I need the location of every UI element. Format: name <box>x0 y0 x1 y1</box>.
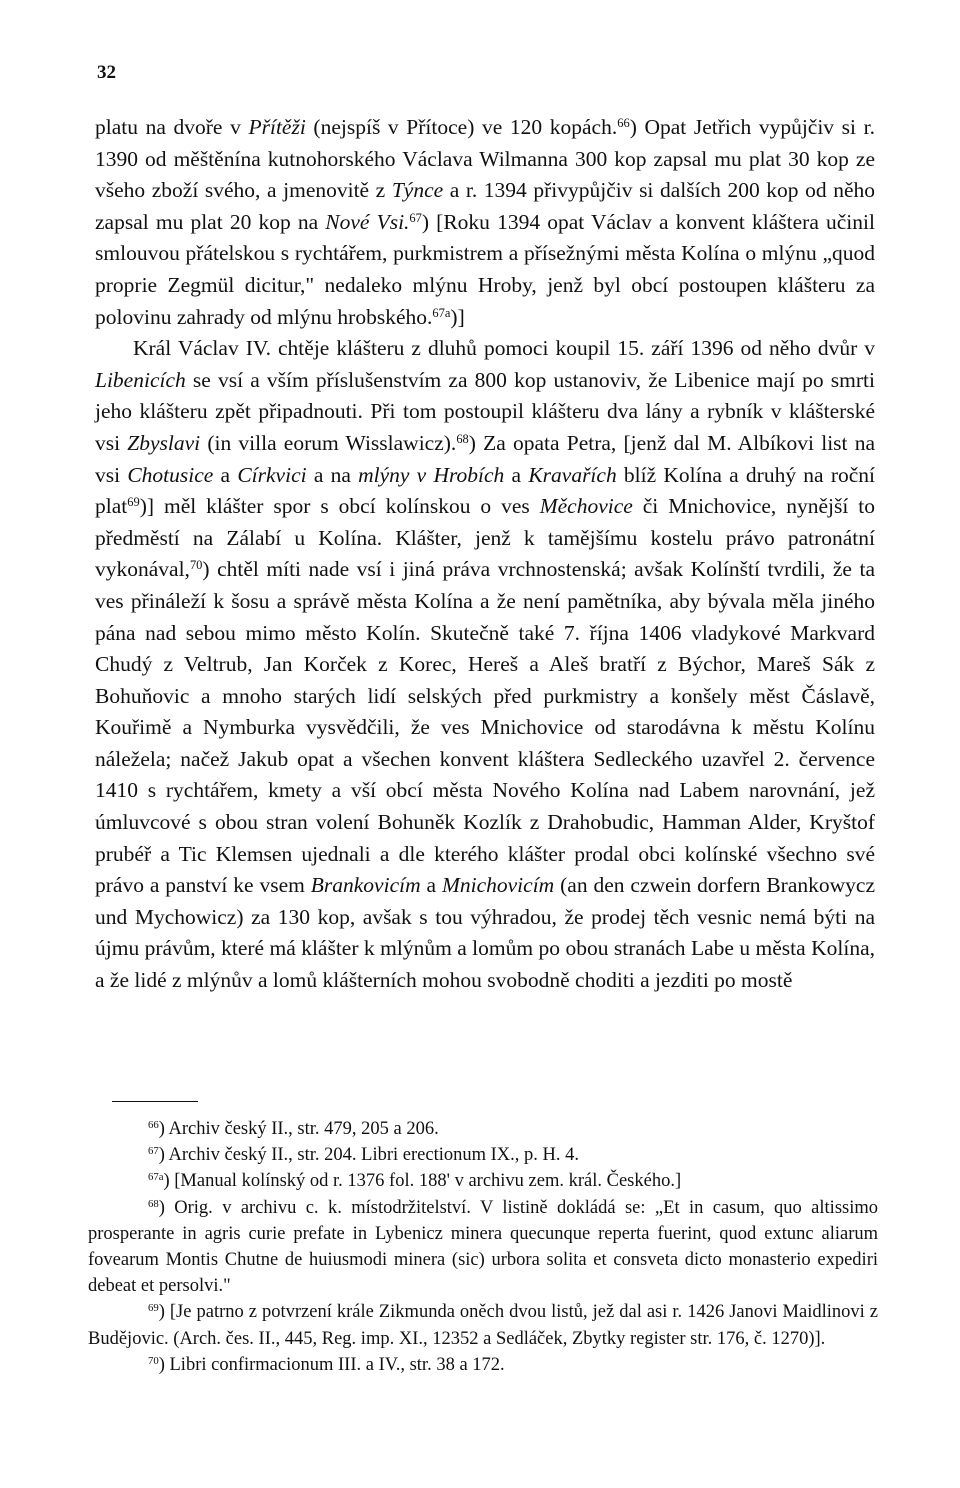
note-marker: 69 <box>127 495 140 510</box>
footnote <box>88 1142 878 1168</box>
note-marker: 67a <box>148 1171 164 1184</box>
text-run: a r. 1394 přivypůjčiv si dalších 200 kop od něho zapsal mu plat 20 kop na <box>95 178 876 234</box>
note-marker: 66 <box>148 1119 159 1132</box>
note-marker: 70 <box>189 558 203 573</box>
text-run: ) chtěl míti nade vsí i jiná práva vrchnostenská; avšak Kolínští tvrdili, že ta ves přináleží k šosu a správě města Kolína a že není pamětníka, aby bývala měla jiného pána nad sebou mimo město Kolín. Skutečně také 7. října 1406 vladykové Markvard Chudý z Veltrub, Jan Korček z Korec, Hereš a Aleš bratří z Býchor, Mareš Sák z Bohuňovic a mnoho starých lidí selských před purkmistry a konšely měst Čáslavě, Kouřimě a Nymburka vysvědčili, že ves Mnichovice od starodávna k městu Kolínu náležela; načež Jakub opat a všechen konvent kláštera Sedleckého uzavřel 2. července 1410 s rychtářem, kmety a vší obcí města Nového Kolína nad Labem narovnání, jež úmluvcové s obou stran volení Bohuněk Kozlík z Drahobudic, Hamman Alder, Kryštof prubéř a Tic Klemsen ujednali a dle kterého klášter prodal obci kolínské všechno své právo a panství ke vsem <box>95 557 875 898</box>
footnote <box>88 1195 878 1300</box>
footnotes <box>88 1116 878 1378</box>
text-run: či Mnichovice, nynější to předměstí na Zálabí u Kolína. Klášter, jenž k tamějšímu kostelu právo patronátní vykonával, <box>95 494 875 582</box>
text-run: )] <box>450 304 465 329</box>
note-marker: 67 <box>148 1145 159 1158</box>
footnote <box>88 1116 878 1142</box>
text-run: a na <box>306 462 359 487</box>
paragraph <box>95 112 875 333</box>
text-run: blíž Kolína a druhý na roční plat <box>95 462 875 519</box>
text-run: (nejspíš v Přítoce) ve 120 kopách. <box>305 115 618 139</box>
note-marker: 67 <box>409 210 422 225</box>
italic-place-name: mlýny v Hrobích <box>358 462 505 487</box>
text-run: Král Václav IV. chtěje klášteru z dluhů pomoci koupil 15. září 1396 od něho dvůr v <box>133 336 875 361</box>
italic-place-name: Kravařích <box>528 462 617 487</box>
note-marker: 68 <box>148 1197 159 1210</box>
italic-place-name: Mnichovicím <box>441 873 555 898</box>
text-run: ) Opat Jetřich vypůjčiv si r. 1390 od měštěnína kutnohorského Václava Wilmanna 300 kop zapsal mu plat 30 kop ze všeho zboží svého, a jmenovitě z <box>95 115 875 203</box>
note-marker: 68 <box>456 432 469 447</box>
main-text <box>95 112 875 997</box>
text-run: ) [Roku 1394 opat Václav a konvent kláštera učinil smlouvou přátelskou s rychtářem, purkmistrem a přísežnými města Kolína o mlýnu „quod proprie Zegmül dicitur," nedaleko mlýnu Hroby, jenž byl obcí postoupen klášteru za polovinu zahrady od mlýnu hrobského. <box>95 209 875 329</box>
text-run: ) Archiv český II., str. 479, 205 a 206. <box>158 1119 439 1139</box>
text-run: a <box>213 462 238 487</box>
paragraph <box>95 333 875 996</box>
text-run: (an den czwein dorfern Brankowycz und Mychowicz) za 130 kop, avšak s tou výhradou, že prodej těch vesnic nemá býti na újmu právům, které má klášter k mlýnům a lomům po obou stranách Labe u města Kolína, a že lidé z mlýnův a lomů klášterních mohou svobodně choditi a jezditi po mostě <box>95 873 875 993</box>
note-marker: 66 <box>617 116 630 131</box>
italic-place-name: Měchovice <box>539 494 633 519</box>
italic-place-name: Přítěži <box>248 115 306 139</box>
footnote <box>88 1168 878 1194</box>
italic-place-name: Chotusice <box>127 462 214 487</box>
note-marker: 69 <box>148 1302 159 1315</box>
text-run: )] měl klášter spor s obcí kolínskou o ves <box>139 494 540 519</box>
text-run: ) Orig. v archivu c. k. místodržitelství. V listině dokládá se: „Et in casum, quo altissimo prosperante in agris curie prefate in Lybenicz minera quecunque reperta fuerint, quod extunc aliarum fovearum Montis Chutne de huiusmodi minera (sic) urbora solita et consveta dicto monasterio expediri debeat et persolvi." <box>88 1197 878 1297</box>
footnote <box>88 1352 878 1378</box>
text-run: a <box>420 873 442 898</box>
italic-place-name: Libenicích <box>95 367 186 392</box>
italic-place-name: Nové Vsi. <box>325 209 410 234</box>
note-marker: 70 <box>148 1354 159 1367</box>
italic-place-name: Týnce <box>391 178 444 203</box>
italic-place-name: Brankovicím <box>310 873 421 898</box>
text-run: ) Za opata Petra, [jenž dal M. Albíkovi list na vsi <box>95 430 875 487</box>
italic-place-name: Zbyslavi <box>127 430 201 455</box>
text-run: ) Libri confirmacionum III. a IV., str. 38 a 172. <box>158 1354 505 1375</box>
text-run: a <box>504 462 529 487</box>
text-run: ) [Manual kolínský od r. 1376 fol. 188' v archivu zem. král. Českého.] <box>163 1171 682 1192</box>
italic-place-name: Církvici <box>237 462 307 487</box>
text-run: (in villa eorum Wisslawicz). <box>200 430 457 455</box>
page-number: 32 <box>97 62 116 83</box>
footnote <box>88 1299 878 1351</box>
text-run: platu na dvoře v <box>95 115 249 139</box>
footnote-separator <box>112 1101 198 1102</box>
text-run: ) Archiv český II., str. 204. Libri erectionum IX., p. H. 4. <box>158 1145 579 1166</box>
note-marker: 67a <box>432 305 451 320</box>
text-run: se vsí a vším příslušenstvím za 800 kop ustanoviv, že Libenice mají po smrti jeho klášteru zpět připadnouti. Při tom postoupil klášteru dva lány a rybník v klášterské vsi <box>95 367 875 455</box>
text-run: ) [Je patrno z potvrzení krále Zikmunda oněch dvou listů, jež dal asi r. 1426 Janovi Maidlinovi z Budějovic. (Arch. čes. II., 445, Reg. imp. XI., 12352 a Sedláček, Zbytky register str. 176, č. 1270)]. <box>88 1302 878 1349</box>
